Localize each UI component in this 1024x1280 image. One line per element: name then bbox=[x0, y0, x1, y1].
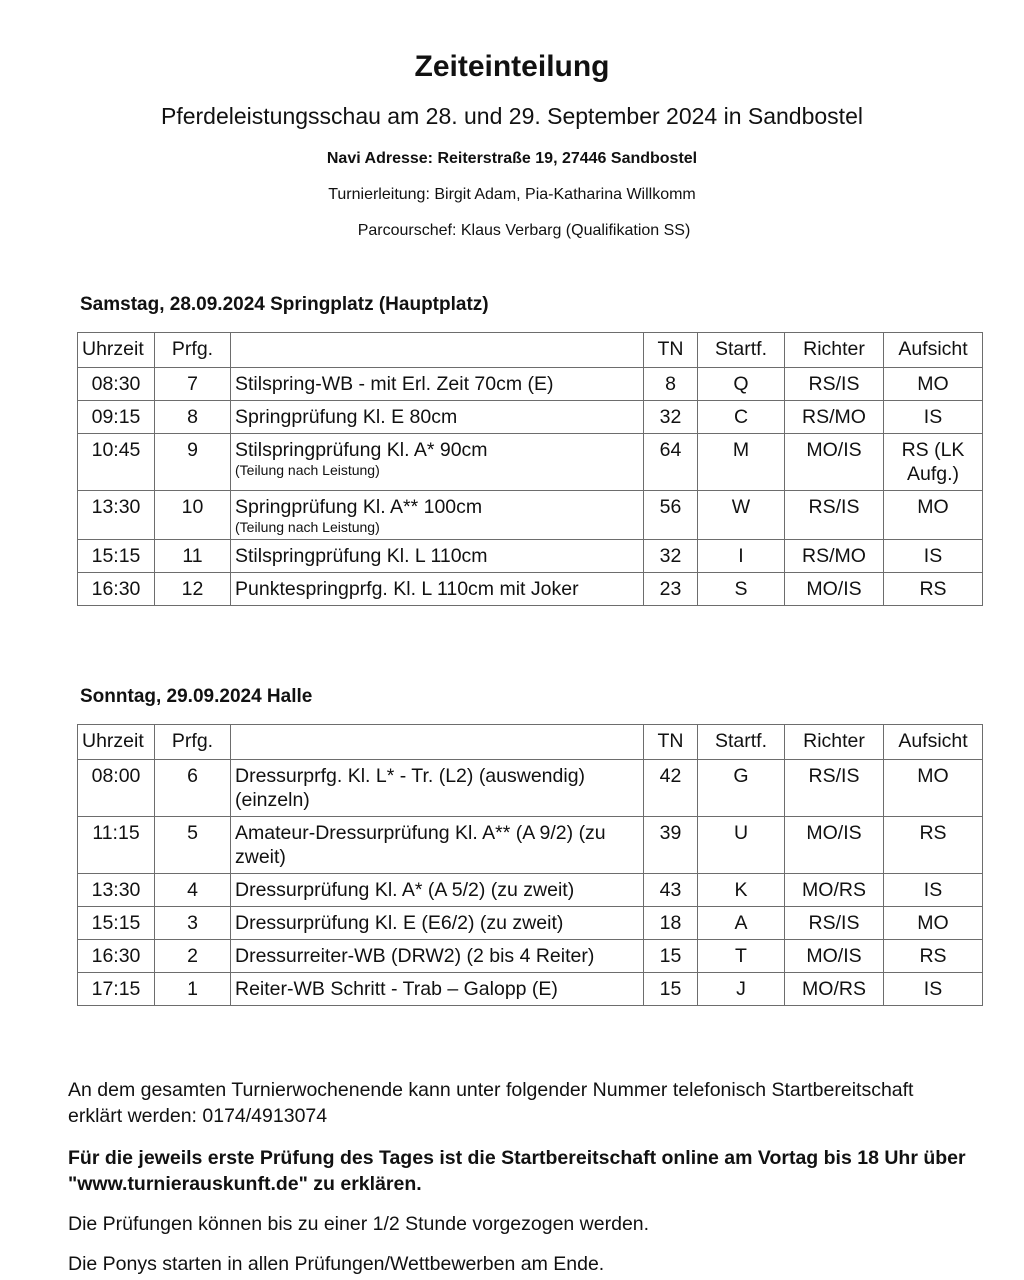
cell-participants bbox=[644, 368, 698, 401]
cell-supervision bbox=[884, 940, 983, 973]
cell-judges-text: MO/IS bbox=[806, 439, 862, 461]
cell-participants bbox=[644, 940, 698, 973]
table-row bbox=[78, 573, 983, 606]
cell-participants bbox=[644, 573, 698, 606]
footer-ponys-note: Die Ponys starten in allen Prüfungen/Wettbewerben am Ende. bbox=[68, 1253, 605, 1275]
cell-supervision-text: RS bbox=[919, 822, 947, 844]
cell-judges bbox=[785, 434, 884, 491]
cell-time bbox=[78, 540, 155, 573]
cell-judges bbox=[785, 973, 884, 1006]
cell-name bbox=[231, 874, 644, 907]
cell-judges-text: RS/IS bbox=[808, 912, 860, 934]
cell-number-text: 12 bbox=[181, 578, 204, 600]
cell-time bbox=[78, 973, 155, 1006]
col-header-judges: Richter bbox=[785, 725, 884, 760]
cell-judges bbox=[785, 368, 884, 401]
cell-name-text: Dressurprüfung Kl. E (E6/2) (zu zweit) bbox=[235, 912, 564, 934]
cell-judges-text: RS/IS bbox=[808, 373, 860, 395]
cell-participants-text: 15 bbox=[659, 978, 682, 1000]
col-header-participants: TN bbox=[644, 333, 698, 368]
table-row bbox=[78, 874, 983, 907]
cell-start-fee bbox=[698, 401, 785, 434]
footer-phone-note: An dem gesamten Turnierwochenende kann unter folgender Nummer telefonisch Startbereitschaft erklärt werden: 0174/4913074 bbox=[68, 1079, 914, 1127]
cell-number bbox=[155, 907, 231, 940]
cell-judges bbox=[785, 940, 884, 973]
cell-participants-text: 32 bbox=[659, 406, 682, 428]
cell-participants bbox=[644, 401, 698, 434]
cell-start-fee bbox=[698, 491, 785, 540]
col-header-time: Uhrzeit bbox=[78, 333, 155, 368]
cell-start-fee bbox=[698, 907, 785, 940]
saturday-heading: Samstag, 28.09.2024 Springplatz (Hauptplatz) bbox=[80, 294, 489, 315]
cell-judges-text: RS/MO bbox=[802, 406, 866, 428]
cell-start-fee-text: J bbox=[736, 978, 746, 1000]
cell-supervision-text: IS bbox=[923, 978, 943, 1000]
cell-supervision-text: RS bbox=[919, 945, 947, 967]
cell-number bbox=[155, 973, 231, 1006]
cell-name bbox=[231, 368, 644, 401]
cell-number bbox=[155, 401, 231, 434]
cell-judges bbox=[785, 401, 884, 434]
col-header-number: Prfg. bbox=[155, 333, 231, 368]
cell-time bbox=[78, 940, 155, 973]
col-header-participants: TN bbox=[644, 725, 698, 760]
cell-time bbox=[78, 434, 155, 491]
cell-time-text: 13:30 bbox=[91, 879, 141, 901]
cell-participants-text: 56 bbox=[659, 496, 682, 518]
cell-start-fee-text: U bbox=[733, 822, 749, 844]
cell-participants-text: 15 bbox=[659, 945, 682, 967]
sunday-rows bbox=[78, 760, 983, 1006]
col-header-judges: Richter bbox=[785, 333, 884, 368]
saturday-rows bbox=[78, 368, 983, 606]
cell-number bbox=[155, 874, 231, 907]
cell-judges-text: MO/IS bbox=[806, 822, 862, 844]
cell-time-text: 15:15 bbox=[91, 912, 141, 934]
cell-time bbox=[78, 368, 155, 401]
cell-start-fee-text: M bbox=[732, 439, 750, 461]
table-header-row bbox=[78, 725, 983, 760]
cell-name-text: Dressurreiter-WB (DRW2) (2 bis 4 Reiter) bbox=[235, 945, 595, 967]
cell-name-text: Springprüfung Kl. A** 100cm bbox=[235, 496, 483, 518]
event-subtitle: Pferdeleistungsschau am 28. und 29. September 2024 in Sandbostel bbox=[161, 103, 863, 129]
cell-number bbox=[155, 491, 231, 540]
cell-participants-text: 18 bbox=[659, 912, 682, 934]
cell-supervision-text: MO bbox=[917, 496, 949, 518]
cell-name bbox=[231, 401, 644, 434]
cell-name-note: (Teilung nach Leistung) bbox=[235, 519, 380, 535]
cell-judges-text: RS/MO bbox=[802, 545, 866, 567]
sunday-schedule-table bbox=[77, 724, 983, 1006]
tournament-management: Turnierleitung: Birgit Adam, Pia-Katharina Willkomm bbox=[328, 186, 696, 203]
cell-time-text: 16:30 bbox=[91, 945, 141, 967]
cell-number bbox=[155, 434, 231, 491]
cell-participants bbox=[644, 874, 698, 907]
cell-participants bbox=[644, 760, 698, 817]
cell-time-text: 17:15 bbox=[91, 978, 141, 1000]
cell-name-text: Stilspring-WB - mit Erl. Zeit 70cm (E) bbox=[235, 373, 554, 395]
cell-start-fee bbox=[698, 573, 785, 606]
col-header-start-fee: Startf. bbox=[698, 725, 785, 760]
cell-supervision bbox=[884, 874, 983, 907]
cell-name bbox=[231, 540, 644, 573]
cell-judges bbox=[785, 874, 884, 907]
cell-judges bbox=[785, 573, 884, 606]
cell-judges bbox=[785, 491, 884, 540]
cell-participants bbox=[644, 540, 698, 573]
cell-number-text: 1 bbox=[187, 978, 198, 1000]
col-header-start-fee: Startf. bbox=[698, 333, 785, 368]
cell-time bbox=[78, 760, 155, 817]
cell-number-text: 9 bbox=[187, 439, 198, 461]
cell-supervision bbox=[884, 434, 983, 491]
cell-participants-text: 39 bbox=[659, 822, 682, 844]
cell-supervision-text: MO bbox=[917, 912, 949, 934]
cell-time bbox=[78, 907, 155, 940]
col-header-number: Prfg. bbox=[155, 725, 231, 760]
table-row bbox=[78, 940, 983, 973]
cell-number-text: 4 bbox=[187, 879, 198, 901]
cell-name bbox=[231, 573, 644, 606]
cell-participants bbox=[644, 434, 698, 491]
cell-name bbox=[231, 491, 644, 540]
cell-time bbox=[78, 491, 155, 540]
cell-start-fee bbox=[698, 760, 785, 817]
cell-time-text: 09:15 bbox=[91, 406, 141, 428]
saturday-schedule-table bbox=[77, 332, 983, 606]
table-row bbox=[78, 973, 983, 1006]
cell-judges bbox=[785, 907, 884, 940]
cell-participants-text: 8 bbox=[665, 373, 676, 395]
cell-number-text: 5 bbox=[187, 822, 198, 844]
cell-name bbox=[231, 434, 644, 491]
cell-time-text: 08:00 bbox=[91, 765, 141, 787]
table-row bbox=[78, 491, 983, 540]
cell-participants-text: 42 bbox=[659, 765, 682, 787]
cell-time-text: 11:15 bbox=[92, 822, 140, 844]
cell-supervision-text: IS bbox=[923, 879, 943, 901]
cell-time-text: 10:45 bbox=[91, 439, 141, 461]
cell-start-fee-text: Q bbox=[733, 373, 749, 395]
table-row bbox=[78, 760, 983, 817]
cell-start-fee bbox=[698, 874, 785, 907]
cell-supervision bbox=[884, 573, 983, 606]
cell-participants bbox=[644, 973, 698, 1006]
cell-name bbox=[231, 973, 644, 1006]
cell-supervision-text: IS bbox=[923, 406, 943, 428]
table-row bbox=[78, 401, 983, 434]
cell-supervision bbox=[884, 491, 983, 540]
cell-name-text: Springprüfung Kl. E 80cm bbox=[235, 406, 458, 428]
navi-address: Navi Adresse: Reiterstraße 19, 27446 Sandbostel bbox=[326, 150, 698, 167]
cell-start-fee-text: K bbox=[734, 879, 748, 901]
cell-name-text: Dressurprüfung Kl. A* (A 5/2) (zu zweit) bbox=[235, 879, 575, 901]
cell-name bbox=[231, 907, 644, 940]
cell-number-text: 3 bbox=[187, 912, 198, 934]
cell-start-fee bbox=[698, 973, 785, 1006]
col-header-name bbox=[231, 333, 644, 368]
cell-supervision-text: MO bbox=[917, 765, 949, 787]
cell-participants-text: 32 bbox=[659, 545, 682, 567]
cell-supervision-text: MO bbox=[917, 373, 949, 395]
cell-number-text: 6 bbox=[187, 765, 198, 787]
cell-participants bbox=[644, 817, 698, 874]
table-row bbox=[78, 540, 983, 573]
cell-supervision bbox=[884, 760, 983, 817]
table-row bbox=[78, 368, 983, 401]
table-header-row bbox=[78, 333, 983, 368]
col-header-supervision: Aufsicht bbox=[884, 333, 983, 368]
cell-time bbox=[78, 874, 155, 907]
course-designer: Parcourschef: Klaus Verbarg (Qualifikation SS) bbox=[357, 222, 691, 239]
cell-number bbox=[155, 817, 231, 874]
cell-start-fee-text: W bbox=[731, 496, 751, 518]
cell-supervision bbox=[884, 817, 983, 874]
footer-advance-note: Die Prüfungen können bis zu einer 1/2 Stunde vorgezogen werden. bbox=[68, 1213, 650, 1235]
cell-participants-text: 23 bbox=[659, 578, 682, 600]
cell-number-text: 2 bbox=[187, 945, 198, 967]
cell-participants-text: 64 bbox=[659, 439, 682, 461]
col-header-name bbox=[231, 725, 644, 760]
cell-start-fee bbox=[698, 434, 785, 491]
cell-number-text: 11 bbox=[182, 545, 203, 567]
cell-start-fee-text: A bbox=[734, 912, 748, 934]
cell-supervision bbox=[884, 907, 983, 940]
sunday-heading: Sonntag, 29.09.2024 Halle bbox=[80, 686, 313, 707]
cell-judges bbox=[785, 817, 884, 874]
col-header-time: Uhrzeit bbox=[78, 725, 155, 760]
cell-number bbox=[155, 540, 231, 573]
cell-judges-text: MO/RS bbox=[802, 879, 866, 901]
cell-participants bbox=[644, 907, 698, 940]
cell-time-text: 15:15 bbox=[91, 545, 141, 567]
cell-time bbox=[78, 817, 155, 874]
cell-judges bbox=[785, 540, 884, 573]
cell-name-text: Punktespringprfg. Kl. L 110cm mit Joker bbox=[235, 578, 579, 600]
cell-number-text: 7 bbox=[187, 373, 198, 395]
cell-start-fee bbox=[698, 940, 785, 973]
cell-judges-text: MO/IS bbox=[806, 945, 862, 967]
cell-judges-text: MO/RS bbox=[802, 978, 866, 1000]
cell-start-fee bbox=[698, 368, 785, 401]
table-row bbox=[78, 907, 983, 940]
cell-judges-text: RS/IS bbox=[808, 765, 860, 787]
table-row bbox=[78, 817, 983, 874]
cell-time-text: 13:30 bbox=[91, 496, 141, 518]
cell-name bbox=[231, 760, 644, 817]
cell-name-text: Dressurprfg. Kl. L* - Tr. (L2) (auswendig) (einzeln) bbox=[235, 765, 586, 811]
cell-start-fee-text: T bbox=[735, 945, 747, 967]
cell-time-text: 16:30 bbox=[91, 578, 141, 600]
cell-supervision-text: IS bbox=[923, 545, 943, 567]
cell-number bbox=[155, 760, 231, 817]
cell-supervision-text: RS (LK Aufg.) bbox=[901, 439, 965, 485]
cell-participants-text: 43 bbox=[659, 879, 682, 901]
cell-name-note: (Teilung nach Leistung) bbox=[235, 462, 380, 478]
cell-number-text: 8 bbox=[187, 406, 198, 428]
cell-supervision bbox=[884, 368, 983, 401]
cell-name-text: Amateur-Dressurprüfung Kl. A** (A 9/2) (zu zweit) bbox=[235, 822, 606, 868]
cell-time bbox=[78, 401, 155, 434]
cell-time-text: 08:30 bbox=[91, 373, 141, 395]
cell-number bbox=[155, 940, 231, 973]
cell-name-text: Stilspringprüfung Kl. L 110cm bbox=[235, 545, 488, 567]
cell-supervision bbox=[884, 401, 983, 434]
cell-number bbox=[155, 573, 231, 606]
cell-start-fee bbox=[698, 540, 785, 573]
cell-start-fee-text: C bbox=[733, 406, 749, 428]
table-row bbox=[78, 434, 983, 491]
cell-supervision bbox=[884, 973, 983, 1006]
footer-online-note: Für die jeweils erste Prüfung des Tages ist die Startbereitschaft online am Vortag bis 18 Uhr über "www.turnierauskunft.de" zu erklären. bbox=[68, 1147, 966, 1195]
cell-start-fee-text: I bbox=[738, 545, 744, 567]
cell-name bbox=[231, 817, 644, 874]
cell-supervision bbox=[884, 540, 983, 573]
cell-judges-text: MO/IS bbox=[806, 578, 862, 600]
cell-time bbox=[78, 573, 155, 606]
cell-participants bbox=[644, 491, 698, 540]
page-title: Zeiteinteilung bbox=[414, 50, 610, 83]
cell-number-text: 10 bbox=[181, 496, 204, 518]
cell-name-text: Reiter-WB Schritt - Trab – Galopp (E) bbox=[235, 978, 558, 1000]
cell-judges bbox=[785, 760, 884, 817]
cell-judges-text: RS/IS bbox=[808, 496, 860, 518]
cell-name bbox=[231, 940, 644, 973]
cell-start-fee-text: G bbox=[733, 765, 749, 787]
cell-start-fee bbox=[698, 817, 785, 874]
col-header-supervision: Aufsicht bbox=[884, 725, 983, 760]
cell-name-text: Stilspringprüfung Kl. A* 90cm bbox=[235, 439, 488, 461]
cell-number bbox=[155, 368, 231, 401]
cell-start-fee-text: S bbox=[734, 578, 748, 600]
cell-supervision-text: RS bbox=[919, 578, 947, 600]
